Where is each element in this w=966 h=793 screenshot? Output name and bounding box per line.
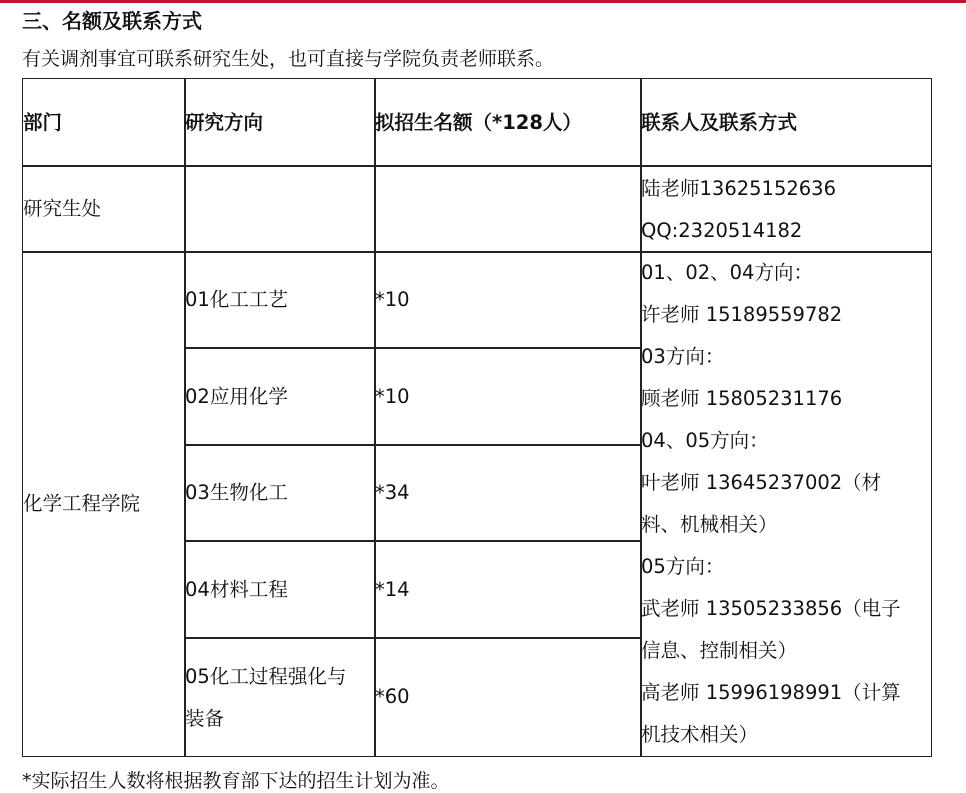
contact-line: 武老师 13505233856（电子 [641, 597, 901, 620]
direction-02 [184, 347, 376, 446]
quota-05 [374, 637, 642, 757]
quota-04 [374, 540, 642, 639]
contact-line: 高老师 15996198991（计算 [641, 681, 901, 704]
contact-line: 料、机械相关） [641, 513, 778, 536]
contact-line: 04、05方向： [641, 429, 769, 452]
direction-03 [184, 444, 376, 542]
chem-college-dept-label: 化学工程学院 [23, 492, 141, 515]
direction-label: 05化工过程强化与 [185, 665, 347, 688]
header-dept: 部门 [22, 78, 186, 167]
direction-label: 01化工工艺 [185, 288, 288, 311]
grad-office-direction [184, 165, 376, 253]
direction-01 [184, 251, 376, 349]
grad-office-contact [640, 165, 932, 253]
direction-04 [184, 540, 376, 639]
footnote: *实际招生人数将根据教育部下达的招生计划为准。 [22, 770, 450, 792]
direction-label: 03生物化工 [185, 481, 288, 504]
quota-value: *10 [375, 384, 410, 408]
intro-text: 有关调剂事宜可联系研究生处，也可直接与学院负责老师联系。 [22, 48, 555, 70]
direction-label: 装备 [185, 707, 225, 730]
chem-college-contact [640, 251, 932, 757]
contact-line: 05方向： [641, 555, 725, 578]
contact-line: QQ:2320514182 [641, 219, 803, 242]
contact-line: 01、02、04方向： [641, 261, 813, 284]
grad-office-quota [374, 165, 642, 253]
grad-office-dept [22, 165, 186, 253]
quota-01 [374, 251, 642, 349]
quota-02 [374, 347, 642, 446]
header-quota: 拟招生名额（*128人） [374, 78, 642, 167]
contact-line: 03方向： [641, 345, 725, 368]
contact-line: 许老师 15189559782 [641, 303, 843, 326]
quota-value: *34 [375, 481, 410, 504]
quota-03 [374, 444, 642, 542]
contact-line: 机技术相关） [641, 723, 759, 746]
direction-label: 04材料工程 [185, 577, 288, 601]
contact-line: 信息、控制相关） [641, 639, 798, 662]
grad-office-dept-label: 研究生处 [23, 197, 102, 220]
contact-line: 顾老师 15805231176 [641, 387, 843, 410]
direction-05 [184, 637, 376, 757]
header-contact: 联系人及联系方式 [640, 78, 932, 167]
chem-college-dept [22, 251, 186, 757]
header-direction: 研究方向 [184, 78, 376, 167]
quota-value: *14 [375, 577, 410, 601]
contact-line: 陆老师13625152636 [641, 177, 836, 200]
section-heading: 三、名额及联系方式 [22, 9, 202, 33]
quota-value: *10 [375, 288, 410, 311]
quota-value: *60 [375, 685, 410, 708]
contact-line: 叶老师 13645237002（材 [641, 471, 882, 494]
top-accent-line [0, 0, 966, 3]
direction-label: 02应用化学 [185, 384, 288, 408]
